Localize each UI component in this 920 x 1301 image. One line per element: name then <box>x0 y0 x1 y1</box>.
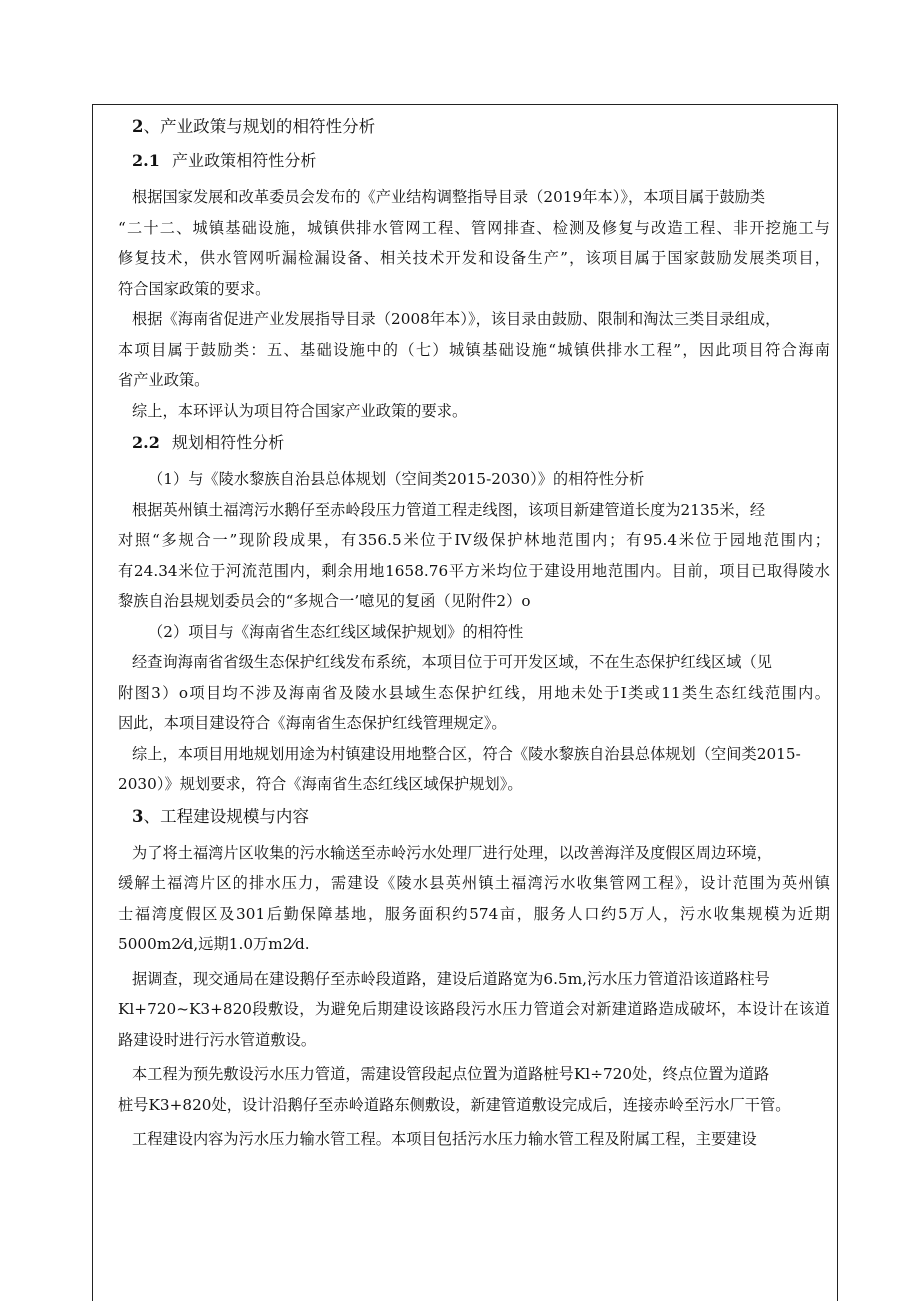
section-title: 、工程建设规模与内容 <box>143 806 310 826</box>
section-3-heading <box>132 800 830 834</box>
text-line: 根据国家发展和改革委员会发布的《产业结构调整指导目录（2019年本）》，本项目属于鼓励类 <box>132 188 766 206</box>
text-line: “二十二、城镇基础设施，城镇供排水管网工程、管网排查、检测及修复与改造工程、非开挖施工与 <box>118 218 830 237</box>
text-line: 桩号K3+820处，设计沿鹅仔至赤岭道路东侧敷设，新建管道敷设完成后，连接赤岭至污水厂干管。 <box>118 1095 791 1114</box>
paragraph-industry-catalog <box>118 182 830 304</box>
text-line: 据调查，现交通局在建设鹅仔至赤岭段道路，建设后道路宽为6.5m,污水压力管道沿该道路柱号 <box>132 969 770 988</box>
text-line: 缓解土福湾片区的排水压力，需建设《陵水县英州镇土福湾污水收集管网工程》，设计范围为英州镇 <box>118 874 830 892</box>
text-line: 根据英州镇土福湾污水鹅仔至赤岭段压力管道工程走线图，该项目新建管道长度为2135米，经 <box>132 500 766 519</box>
section-number: 3 <box>132 806 144 826</box>
text-line: 修复技术，供水管网听漏检漏设备、相关技术开发和设备生产”，该项目属于国家鼓励发展类项目， <box>118 249 830 267</box>
text-line: 本项目属于鼓励类：五、基础设施中的（七）城镇基础设施“城镇供排水工程”，因此项目符合海南 <box>118 340 830 359</box>
text-line: 5000m2⁄d,远期1.0万m2⁄d. <box>118 935 310 953</box>
section-title: 产业政策相符性分析 <box>172 151 317 170</box>
section-title: 、产业政策与规划的相符性分析 <box>143 117 376 136</box>
section-2-2-heading <box>132 426 830 460</box>
text-line: 经查询海南省省级生态保护红线发布系统，本项目位于可开发区域，不在生态保护红线区域（见 <box>132 653 772 671</box>
text-line: 工程建设内容为污水压力输水管工程。本项目包括污水压力输水管工程及附属工程，主要建设 <box>132 1130 757 1148</box>
text-line: 综上，本项目用地规划用途为村镇建设用地整合区，符合《陵水黎族自治县总体规划（空间类2015- <box>132 744 801 763</box>
text-line: 有24.34米位于河流范围内，剩余用地1658.76平方米均位于建设用地范围内。目前，项目已取得陵水 <box>118 561 830 580</box>
subheading-ecological-redline: （2）项目与《海南省生态红线区域保护规划》的相符性 <box>148 622 524 641</box>
text-line: 为了将土福湾片区收集的污水输送至赤岭污水处理厂进行处理，以改善海洋及度假区周边环境， <box>132 843 772 862</box>
text-line: 2030）》规划要求，符合《海南省生态红线区域保护规划》。 <box>118 775 523 793</box>
paragraph-project-purpose <box>118 838 830 960</box>
paragraph-construction-content <box>118 1124 830 1155</box>
paragraph-road-survey <box>118 964 830 1056</box>
paragraph-redline-query <box>118 647 830 739</box>
text-line: 符合国家政策的要求。 <box>118 279 271 298</box>
paragraph-summary-policy: 综上，本环评认为项目符合国家产业政策的要求。 <box>132 401 468 420</box>
text-line: 本工程为预先敷设污水压力管道，需建设管段起点位置为道路桩号Kl÷720处，终点位置为道路 <box>132 1065 770 1083</box>
text-line: 附图3）o项目均不涉及海南省及陵水县域生态保护红线，用地未处于I类或11类生态红线范围内。 <box>118 683 830 702</box>
section-title: 规划相符性分析 <box>172 433 285 452</box>
text-line: 因此，本项目建设符合《海南省生态保护红线管理规定》。 <box>118 714 507 732</box>
text-line: 省产业政策。 <box>118 371 210 389</box>
section-2-heading <box>132 110 830 144</box>
document-body <box>118 110 830 1155</box>
paragraph-route-analysis <box>118 495 830 617</box>
paragraph-hainan-catalog <box>118 304 830 396</box>
section-number: 2.1 <box>132 151 160 170</box>
text-line: 士福湾度假区及301后勤保障基地，服务面积约574亩，服务人口约5万人，污水收集规模为近期 <box>118 904 830 923</box>
text-line: 根据《海南省促进产业发展指导目录（2008年本）》，该目录由鼓励、限制和淘汰三类目录组成， <box>132 310 781 328</box>
section-2-1-heading <box>132 144 830 178</box>
text-line: 对照“多规合一”现阶段成果，有356.5米位于IV级保护林地范围内；有95.4米位于园地范围内； <box>118 531 830 549</box>
text-line: 黎族自治县规划委员会的“多规合一’噫见的复函（见附件2）o <box>118 592 531 610</box>
section-number: 2 <box>132 117 144 136</box>
paragraph-pipe-layout <box>118 1059 830 1120</box>
section-number: 2.2 <box>132 433 160 452</box>
subheading-county-plan: （1）与《陵水黎族自治县总体规划（空间类2015-2030）》的相符性分析 <box>148 470 645 488</box>
text-line: 路建设时进行污水管道敷设。 <box>118 1030 317 1049</box>
paragraph-summary-planning <box>118 739 830 800</box>
text-line: Kl+720~K3+820段敷设，为避免后期建设该路段污水压力管道会对新建道路造成破坏，本设计在该道 <box>118 1000 830 1018</box>
